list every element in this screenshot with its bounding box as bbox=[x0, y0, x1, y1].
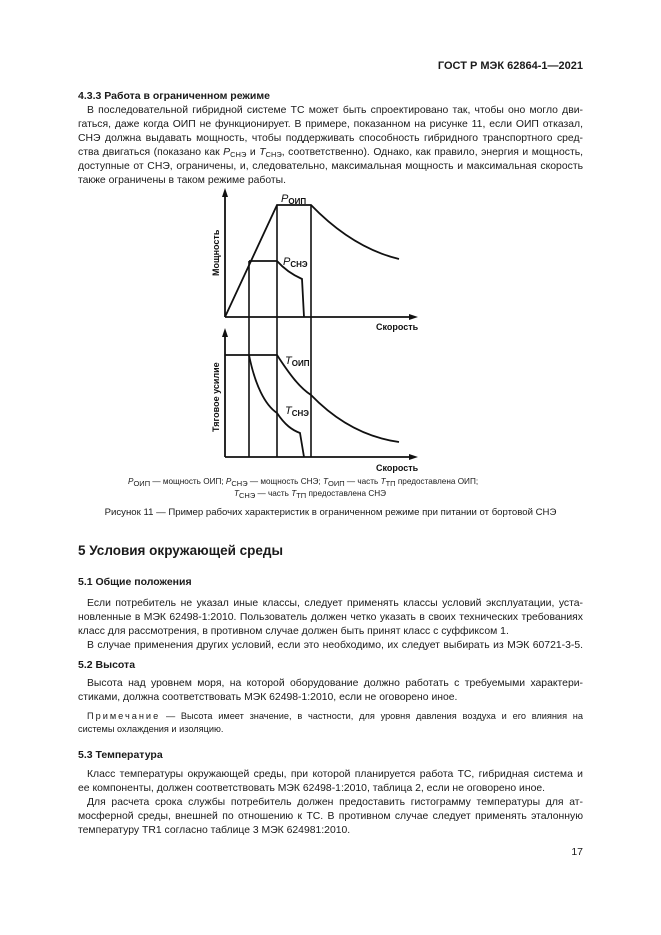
text-line: также ограничены в таком режиме работы. bbox=[78, 175, 287, 186]
label-p-sne bbox=[283, 256, 308, 269]
bottom-x-label: Скорость bbox=[376, 463, 419, 473]
symbol: P bbox=[225, 477, 232, 486]
subscript: ТП bbox=[296, 491, 307, 500]
text: и bbox=[246, 147, 260, 158]
figure-legend-line-2 bbox=[234, 489, 386, 500]
section-5-1-title: 5.1 Общие положения bbox=[78, 576, 192, 588]
text-line: Класс температуры окружающей среды, при которой планируется работа ТС, гибридная система и bbox=[87, 769, 583, 780]
label-p-oip bbox=[281, 193, 306, 206]
subscript: СНЭ bbox=[265, 150, 282, 159]
text-line: доступные от СНЭ, ограничены, и, следовательно, максимальная мощность и максимальная скорость bbox=[78, 161, 583, 172]
text: — мощность СНЭ; bbox=[247, 477, 323, 486]
text: предоставлена ОИП; bbox=[395, 477, 479, 486]
subscript: СНЭ bbox=[230, 150, 247, 159]
text-line: В последовательной гибридной системе ТС может быть спроектировано так, чтобы оно могло дви- bbox=[87, 105, 583, 116]
text-line: Если потребитель не указал иные классы, следует применять классы условий эксплуатации, уста- bbox=[87, 598, 583, 609]
figure-caption: Рисунок 11 — Пример рабочих характеристик в ограниченном режиме при питании от бортовой СНЭ bbox=[104, 507, 557, 518]
arrow-icon bbox=[409, 314, 418, 320]
note-line: системы охлаждения и изоляцию. bbox=[78, 724, 224, 734]
top-y-label: Мощность bbox=[211, 229, 221, 276]
text-line: ее компоненты, должен соответствовать МЭК 62498-1:2010, таблица 2, если не оговорено иное. bbox=[78, 783, 546, 794]
text: — Высота имеет значение, в частности, для уровня давления воздуха и его влияния на bbox=[160, 711, 583, 721]
text-line: стиками, должна соответствовать МЭК 62498-1:2010, если не оговорено иное. bbox=[78, 692, 458, 703]
text-line: Для расчета срока службы потребитель должен предоставить гистограмму температуры для ат- bbox=[87, 797, 583, 808]
text-line: гаться, даже когда ОИП не функционирует. В примере, показанном на рисунке 11, если ОИП отказал, bbox=[78, 119, 583, 130]
label-t-oip bbox=[285, 355, 310, 368]
symbol: T bbox=[380, 477, 386, 486]
symbol: T bbox=[322, 477, 328, 486]
section-5-2-title: 5.2 Высота bbox=[78, 659, 136, 671]
symbol: T bbox=[291, 489, 297, 498]
note-label: Примечание bbox=[87, 711, 161, 721]
symbol: P bbox=[128, 477, 134, 486]
subscript: СНЭ bbox=[290, 260, 308, 269]
arrow-icon bbox=[409, 454, 418, 460]
symbol: T bbox=[285, 405, 292, 417]
text: , соответственно). Однако, как правило, энергия и мощность, bbox=[281, 147, 583, 158]
note-line bbox=[87, 710, 583, 723]
top-x-label: Скорость bbox=[376, 322, 419, 332]
text-line: В случае применения других условий, если это необходимо, их следует выбирать из МЭК 60721-3-5. bbox=[87, 640, 583, 651]
label-t-sne bbox=[285, 405, 309, 418]
text: — часть bbox=[344, 477, 381, 486]
arrow-icon bbox=[222, 328, 228, 337]
symbol: T bbox=[234, 489, 240, 498]
text: — часть bbox=[255, 489, 292, 498]
page-number: 17 bbox=[571, 846, 583, 858]
text-line: температуру TR1 согласно таблице 3 МЭК 624981:2010. bbox=[78, 825, 351, 836]
document-code: ГОСТ Р МЭК 62864-1—2021 bbox=[437, 60, 583, 72]
text-line: мосферной среды, внешней по отношению к ТС. В противном случае следует применять эталонную bbox=[78, 811, 583, 822]
section-5-3-title: 5.3 Температура bbox=[78, 749, 163, 761]
text-line: новленные в МЭК 62498-1:2010. Пользователь должен четко указать в своих технических требованиях bbox=[78, 612, 583, 623]
subscript: ОИП bbox=[328, 479, 345, 488]
subscript: ОИП bbox=[288, 197, 307, 206]
text: ства двигаться (показано как bbox=[78, 147, 224, 158]
subscript: ОИП bbox=[291, 359, 310, 368]
text-line: Высота над уровнем моря, на которой оборудование должно работать с требуемыми характери- bbox=[87, 678, 583, 689]
symbol: P bbox=[283, 256, 291, 268]
arrow-icon bbox=[222, 188, 228, 197]
symbol: T bbox=[285, 355, 292, 367]
text: предоставлена СНЭ bbox=[306, 489, 387, 498]
subscript: СНЭ bbox=[231, 479, 248, 488]
subscript: ТП bbox=[385, 479, 396, 488]
section-4-3-3-title: 4.3.3 Работа в ограниченном режиме bbox=[78, 90, 270, 102]
symbol: P bbox=[281, 193, 289, 205]
text: — мощность ОИП; bbox=[150, 477, 226, 486]
symbol: P bbox=[223, 147, 231, 158]
text-line: СНЭ должна выдавать мощность, чтобы поддерживать способность гибридного транспортного сред- bbox=[78, 133, 583, 144]
symbol: T bbox=[259, 147, 266, 158]
bottom-y-label: Тяговое усилие bbox=[211, 362, 221, 432]
figure-legend-line-1 bbox=[128, 477, 478, 488]
text-line: класс для рассмотрения, в противном случае должен быть принят класс с суффиксом 1. bbox=[78, 626, 509, 637]
subscript: СНЭ bbox=[291, 409, 309, 418]
subscript: ОИП bbox=[133, 479, 151, 488]
section-5-title: 5 Условия окружающей среды bbox=[78, 543, 284, 558]
subscript: СНЭ bbox=[239, 491, 256, 500]
